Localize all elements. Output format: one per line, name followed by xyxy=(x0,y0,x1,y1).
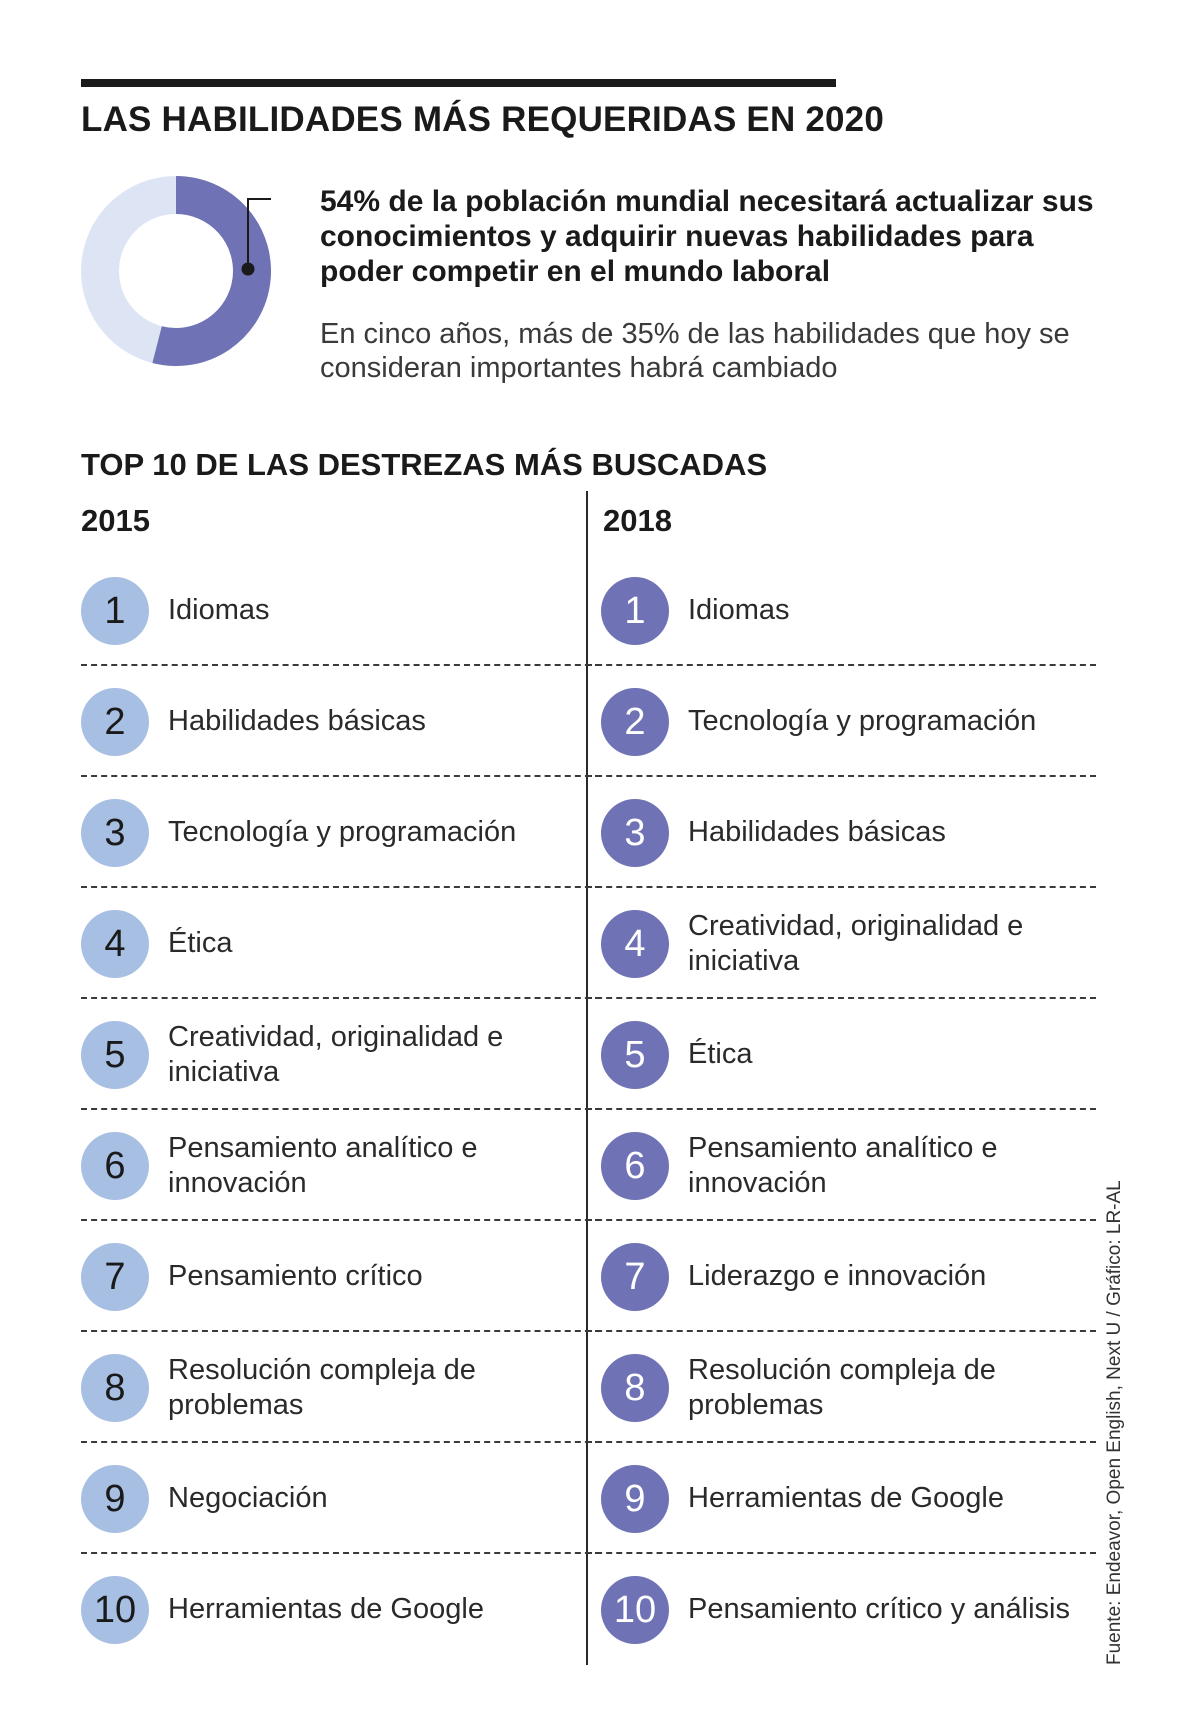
rank-badge: 5 xyxy=(81,1021,149,1089)
rank-badge: 5 xyxy=(601,1021,669,1089)
list-item xyxy=(601,555,1096,666)
list-item xyxy=(81,777,601,888)
list-item xyxy=(81,555,601,666)
list-item xyxy=(601,1554,1096,1665)
list-item xyxy=(601,1443,1096,1554)
rank-badge: 10 xyxy=(601,1576,669,1644)
ranking-list-2015 xyxy=(81,555,601,1666)
list-item xyxy=(81,1110,601,1221)
skill-label: Pensamiento crítico xyxy=(168,1260,423,1292)
skill-label: Liderazgo e innovación xyxy=(688,1260,987,1292)
list-item xyxy=(601,1110,1096,1221)
skill-label: Habilidades básicas xyxy=(168,705,426,737)
skill-label: Habilidades básicas xyxy=(688,816,946,848)
skill-label: Pensamiento analítico e innovación xyxy=(168,1131,478,1199)
rank-badge: 1 xyxy=(601,577,669,645)
page-title: LAS HABILIDADES MÁS REQUERIDAS EN 2020 xyxy=(81,100,885,139)
list-item xyxy=(81,1221,601,1332)
rank-badge: 8 xyxy=(81,1354,149,1422)
skill-label: Idiomas xyxy=(688,594,790,626)
rank-badge: 9 xyxy=(601,1465,669,1533)
rank-badge: 9 xyxy=(81,1465,149,1533)
rank-badge: 3 xyxy=(81,799,149,867)
rank-badge: 6 xyxy=(601,1132,669,1200)
list-item xyxy=(601,1221,1096,1332)
donut-callout-dot xyxy=(242,263,255,276)
year-2018-heading: 2018 xyxy=(603,503,672,538)
skill-label: Ética xyxy=(688,1038,753,1070)
list-item xyxy=(601,999,1096,1110)
list-item xyxy=(81,1554,601,1665)
stat-sub-text: En cinco años, más de 35% de las habilidades que hoy se consideran importantes habrá cambiado xyxy=(320,318,1070,384)
skill-label: Creatividad, originalidad e iniciativa xyxy=(168,1020,504,1088)
rank-badge: 4 xyxy=(81,910,149,978)
list-item xyxy=(601,888,1096,999)
list-item xyxy=(601,666,1096,777)
top-rule xyxy=(81,79,836,87)
ranking-title: TOP 10 DE LAS DESTREZAS MÁS BUSCADAS xyxy=(81,447,768,482)
list-item xyxy=(601,777,1096,888)
rank-badge: 1 xyxy=(81,577,149,645)
rank-badge: 2 xyxy=(601,688,669,756)
rank-badge: 6 xyxy=(81,1132,149,1200)
skill-label: Herramientas de Google xyxy=(168,1593,484,1625)
list-item xyxy=(81,1443,601,1554)
skill-label: Pensamiento crítico y análisis xyxy=(688,1593,1070,1625)
skill-label: Creatividad, originalidad e iniciativa xyxy=(688,909,1024,977)
year-2015-heading: 2015 xyxy=(81,503,150,538)
skill-label: Negociación xyxy=(168,1482,328,1514)
rank-badge: 2 xyxy=(81,688,149,756)
rank-badge: 7 xyxy=(81,1243,149,1311)
rank-badge: 4 xyxy=(601,910,669,978)
list-item xyxy=(81,888,601,999)
skill-label: Resolución compleja de problemas xyxy=(688,1353,996,1421)
rank-badge: 8 xyxy=(601,1354,669,1422)
skill-label: Resolución compleja de problemas xyxy=(168,1353,476,1421)
list-item xyxy=(81,666,601,777)
stat-main-text: 54% de la población mundial necesitará actualizar sus conocimientos y adquirir nuevas habilidades para poder competir en el mundo laboral xyxy=(320,185,1094,288)
list-item xyxy=(81,1332,601,1443)
list-item xyxy=(81,999,601,1110)
donut-filled-arc xyxy=(157,195,252,347)
rank-badge: 7 xyxy=(601,1243,669,1311)
donut-chart xyxy=(81,176,271,366)
stat-block xyxy=(320,184,1100,385)
rank-badge: 10 xyxy=(81,1576,149,1644)
skill-label: Tecnología y programación xyxy=(688,705,1037,737)
source-credit: Fuente: Endeavor, Open English, Next U / Gráfico: LR-AL xyxy=(1104,1180,1125,1665)
list-item xyxy=(601,1332,1096,1443)
ranking-list-2018 xyxy=(601,555,1096,1666)
skill-label: Ética xyxy=(168,927,233,959)
skill-label: Tecnología y programación xyxy=(168,816,517,848)
skill-label: Pensamiento analítico e innovación xyxy=(688,1131,998,1199)
skill-label: Idiomas xyxy=(168,594,270,626)
skill-label: Herramientas de Google xyxy=(688,1482,1004,1514)
rank-badge: 3 xyxy=(601,799,669,867)
